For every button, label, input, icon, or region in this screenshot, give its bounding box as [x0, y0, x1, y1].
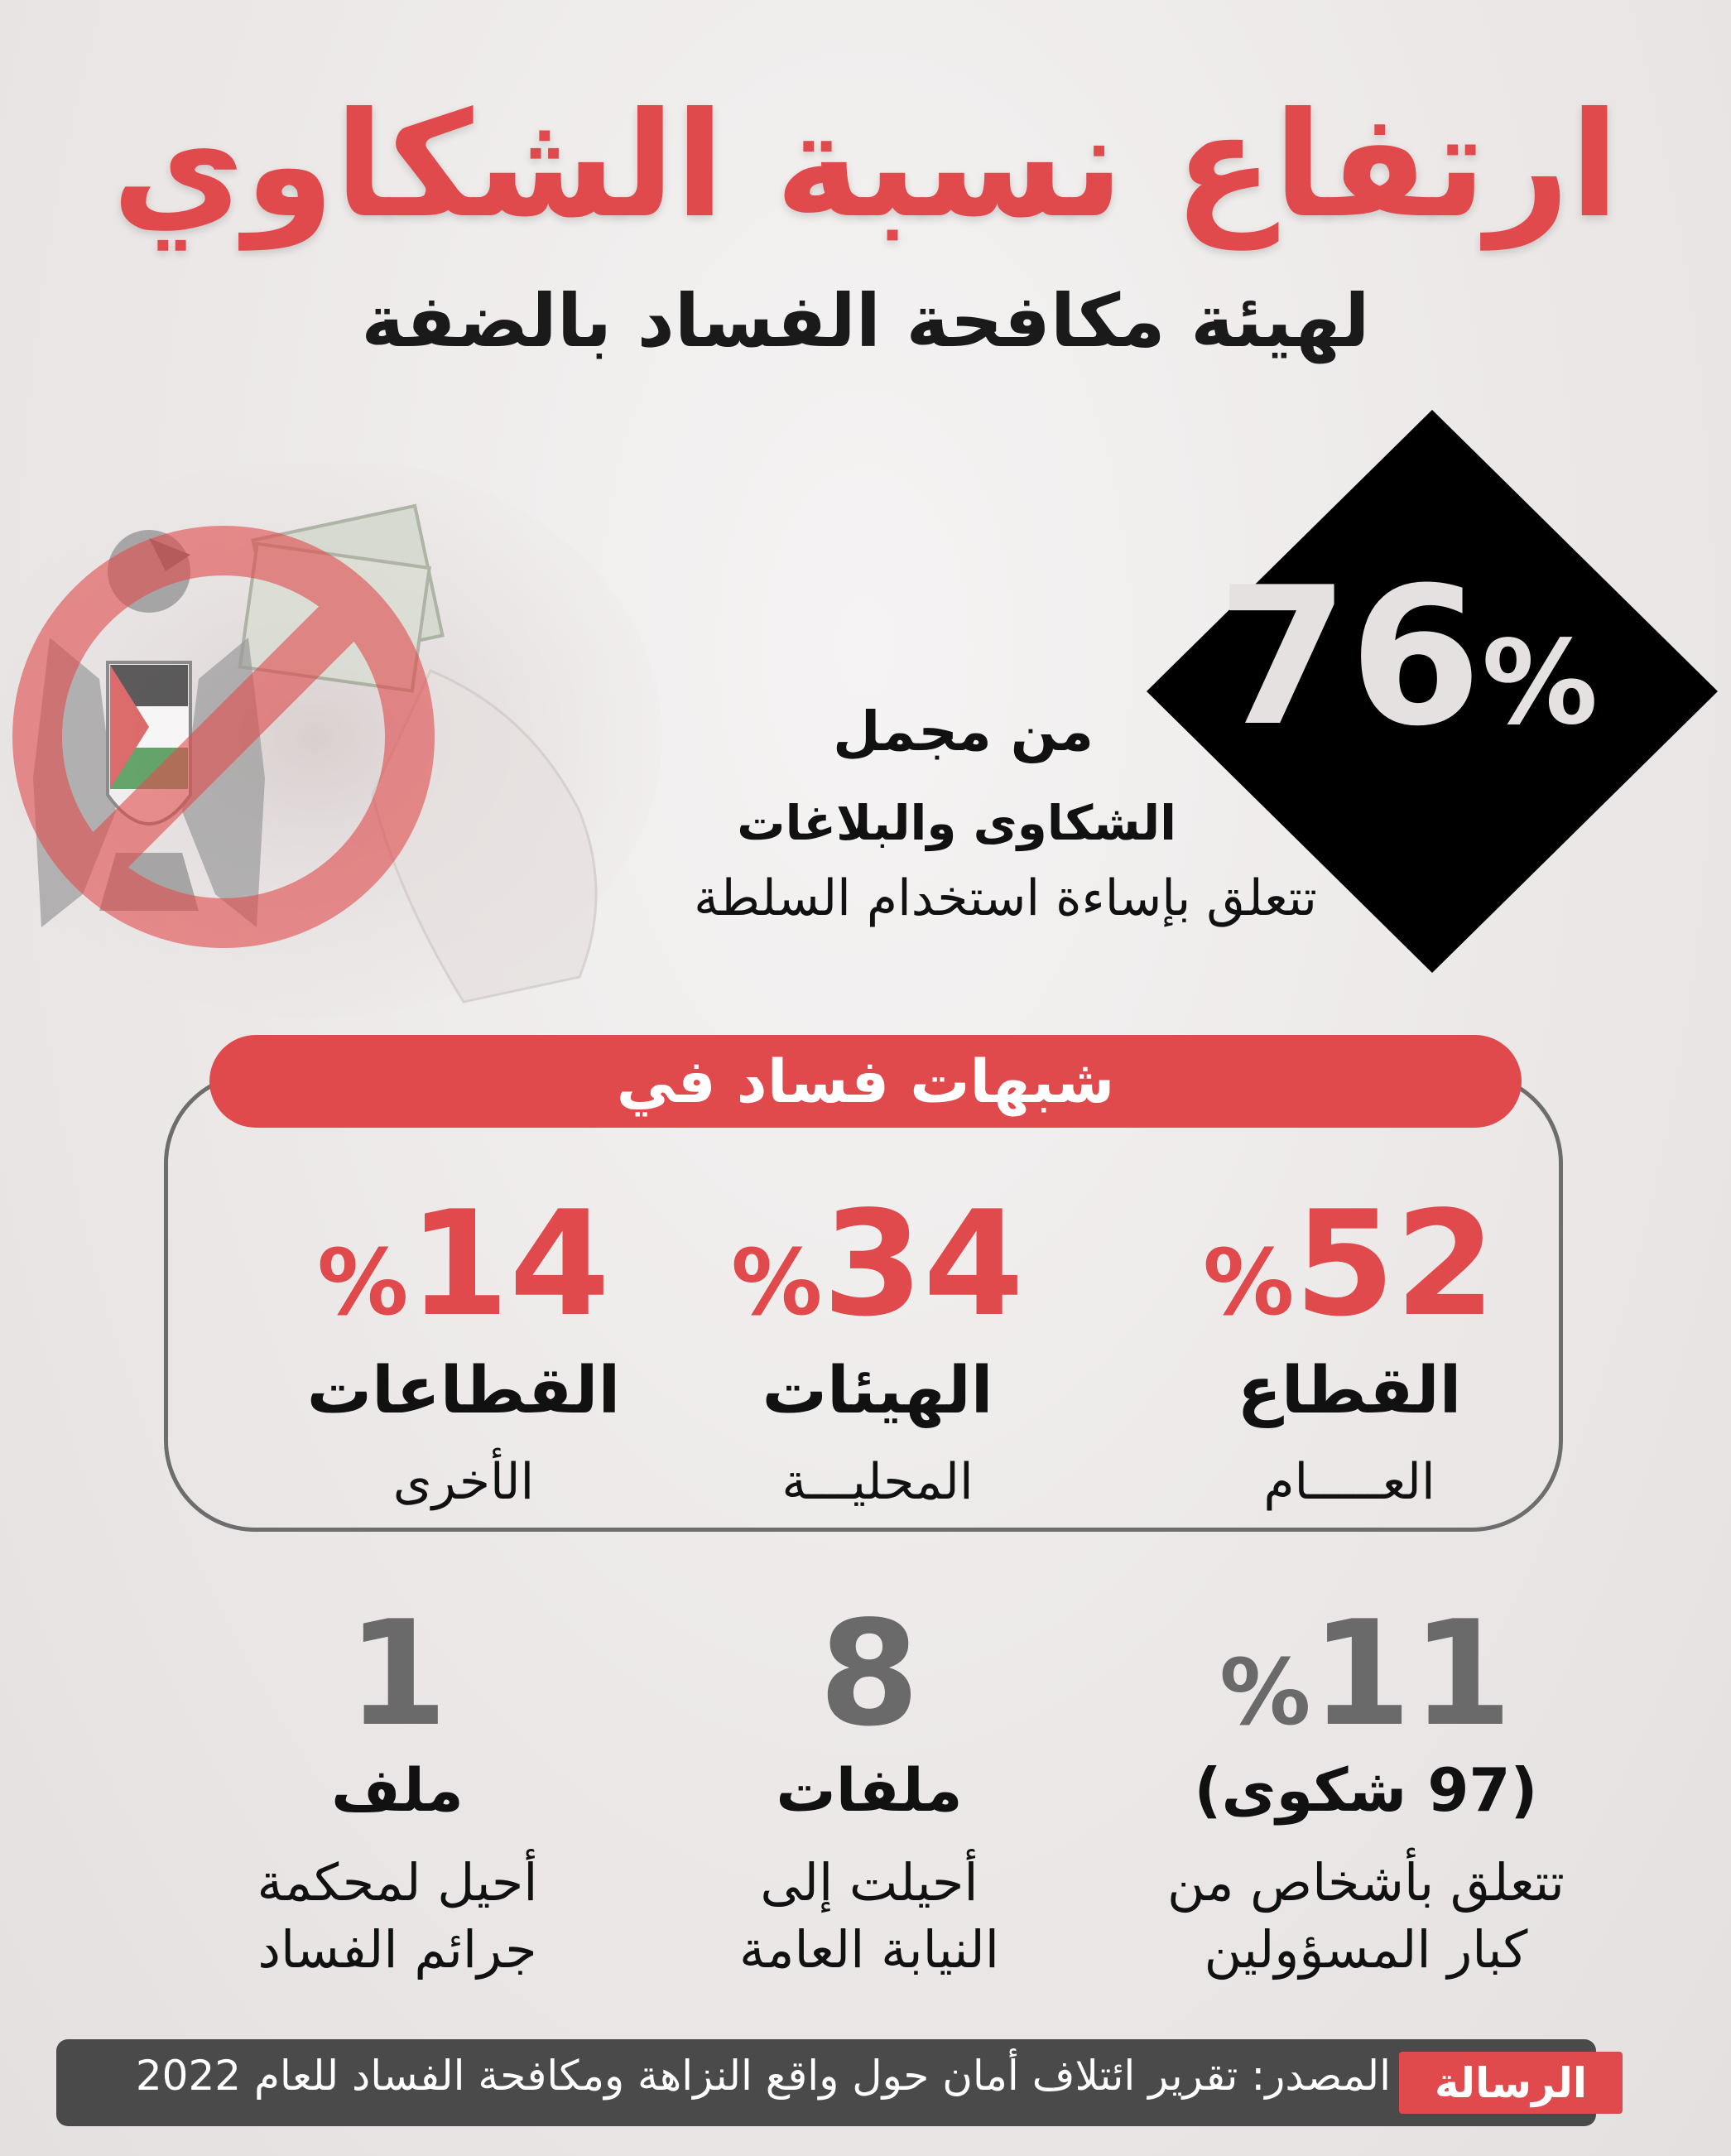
- stat-value: [654, 1591, 1084, 1759]
- stat-number: 34: [822, 1181, 1024, 1349]
- stat-label: ملف: [331, 1755, 464, 1825]
- suspicion-item-public-sector: [1134, 1181, 1565, 1511]
- suspicion-banner: شبهات فساد في: [209, 1035, 1522, 1128]
- stat-value: [1134, 1591, 1598, 1759]
- stat-value: [1134, 1181, 1565, 1349]
- headline-line1: من مجمل: [833, 700, 1094, 763]
- headline-value: 76: [1216, 547, 1482, 768]
- stat-label: القطاعات: [306, 1354, 621, 1428]
- headline-line2: الشكاوى والبلاغات: [737, 795, 1176, 851]
- brand-logo: الرسالة: [1399, 2052, 1623, 2114]
- stat-line1: أحيلت إلى: [760, 1852, 978, 1913]
- stat-number: 8: [819, 1591, 920, 1759]
- stat-number: 1: [347, 1591, 448, 1759]
- stat-label: ملفات: [776, 1755, 963, 1825]
- stat-percent-sign: %: [1203, 1230, 1295, 1335]
- stat-number: 52: [1294, 1181, 1496, 1349]
- stat-line1: تتعلق بأشخاص من: [1167, 1852, 1565, 1913]
- headline-percent-sign: %: [1481, 616, 1599, 751]
- stat-label: القطاع: [1237, 1354, 1462, 1428]
- stat-sub: المحليـــة: [781, 1453, 974, 1511]
- bottom-stat-officials: [1134, 1591, 1598, 1983]
- stat-sub: الأخرى: [392, 1453, 535, 1511]
- stat-value: [182, 1591, 613, 1759]
- stat-label: (97 شكوى): [1194, 1755, 1538, 1825]
- stat-percent-sign: %: [317, 1230, 409, 1335]
- page-title: ارتفاع نسبة الشكاوي: [111, 82, 1620, 250]
- bottom-stat-court: [182, 1591, 613, 1983]
- suspicion-item-local-bodies: [662, 1181, 1093, 1511]
- stat-value: [662, 1181, 1093, 1349]
- stat-line2: النيابة العامة: [739, 1918, 999, 1980]
- page-subtitle: لهيئة مكافحة الفساد بالضفة: [361, 278, 1370, 363]
- bottom-stat-prosecution: [654, 1591, 1084, 1983]
- stat-value: [248, 1181, 679, 1349]
- stat-percent-sign: %: [731, 1230, 823, 1335]
- stat-number: 14: [408, 1181, 610, 1349]
- headline-line3: تتعلق بإساءة استخدام السلطة: [694, 869, 1317, 927]
- footer-source: المصدر: تقرير ائتلاف أمان حول واقع النزاهة ومكافحة الفساد للعام 2022: [135, 2052, 1391, 2100]
- stat-percent-sign: %: [1219, 1639, 1311, 1745]
- stat-line2: جرائم الفساد: [257, 1918, 537, 1980]
- suspicion-item-other-sectors: [248, 1181, 679, 1511]
- stat-label: الهيئات: [762, 1354, 993, 1428]
- stat-line1: أحيل لمحكمة: [257, 1852, 538, 1913]
- headline-percent: [1176, 547, 1639, 768]
- stat-sub: العـــــام: [1263, 1453, 1435, 1511]
- prohibition-illustration: [0, 464, 679, 1043]
- stat-number: 11: [1310, 1591, 1512, 1759]
- stat-line2: كبار المسؤولين: [1204, 1918, 1528, 1980]
